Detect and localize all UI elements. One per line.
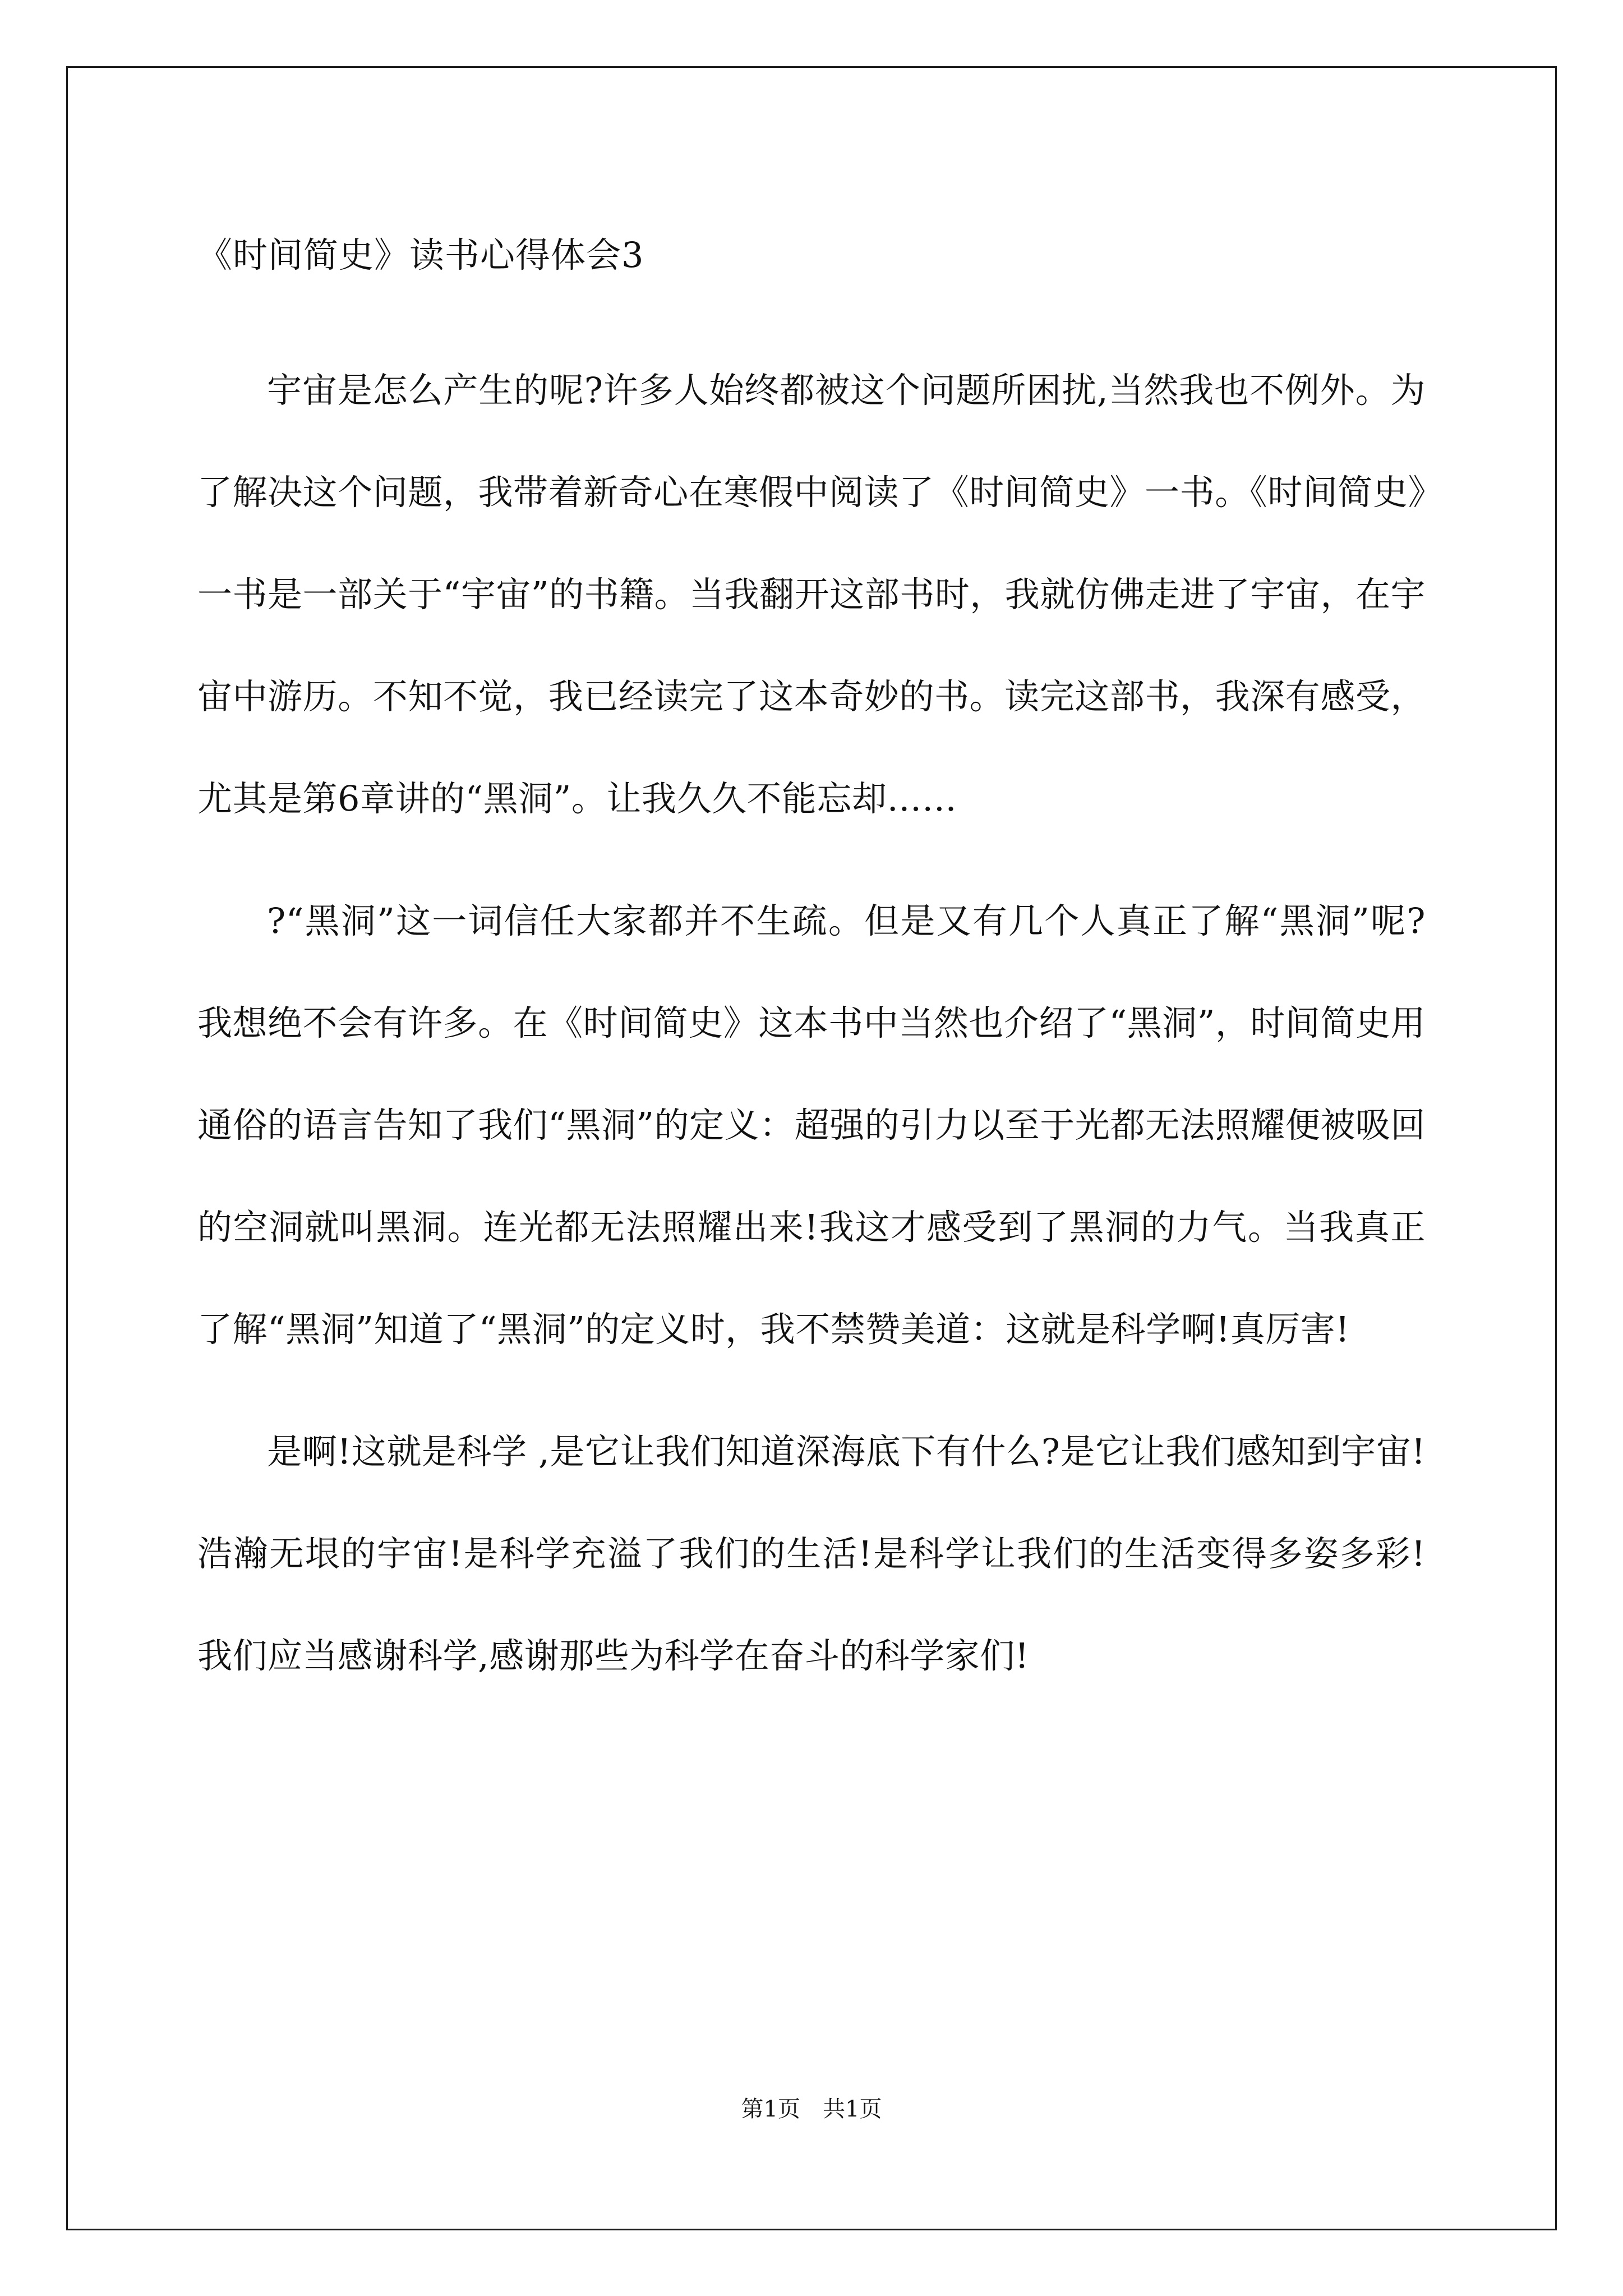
document-body [197,222,1426,1727]
page-footer [0,2092,1623,2126]
paragraph-2: ?“黑洞”这一词信任大家都并不生疏。但是又有几个人真正了解“黑洞”呢?我想绝不会有许多。在《时间简史》这本书中当然也介绍了“黑洞”，时间简史用通俗的语言告知了我们“黑洞”的定义：超强的引力以至于光都无法照耀便被吸回的空洞就叫黑洞。连光都无法照耀出来!我这才感受到了黑洞的力气。当我真正了解“黑洞”知道了“黑洞”的定义时，我不禁赞美道：这就是科学啊!真厉害! [197,900,1426,1350]
page-number-current: 第1页 [741,2096,800,2122]
page-number-total: 共1页 [823,2096,882,2122]
paragraph-3: 是啊!这就是科学 ,是它让我们知道深海底下有什么?是它让我们感知到宇宙!浩瀚无垠的宇宙!是科学充溢了我们的生活!是科学让我们的生活变得多姿多彩!我们应当感谢科学,感谢那些为科学在奋斗的科学家们! [197,1431,1426,1676]
paragraph-1: 宇宙是怎么产生的呢?许多人始终都被这个问题所困扰,当然我也不例外。为了解决这个问题，我带着新奇心在寒假中阅读了《时间简史》一书。《时间简史》一书是一部关于“宇宙”的书籍。当我翻开这部书时，我就仿佛走进了宇宙，在宇宙中游历。不知不觉，我已经读完了这本奇妙的书。读完这部书，我深有感受，尤其是第6章讲的“黑洞”。让我久久不能忘却…… [197,370,1426,819]
document-title: 《时间简史》读书心得体会3 [197,234,644,275]
